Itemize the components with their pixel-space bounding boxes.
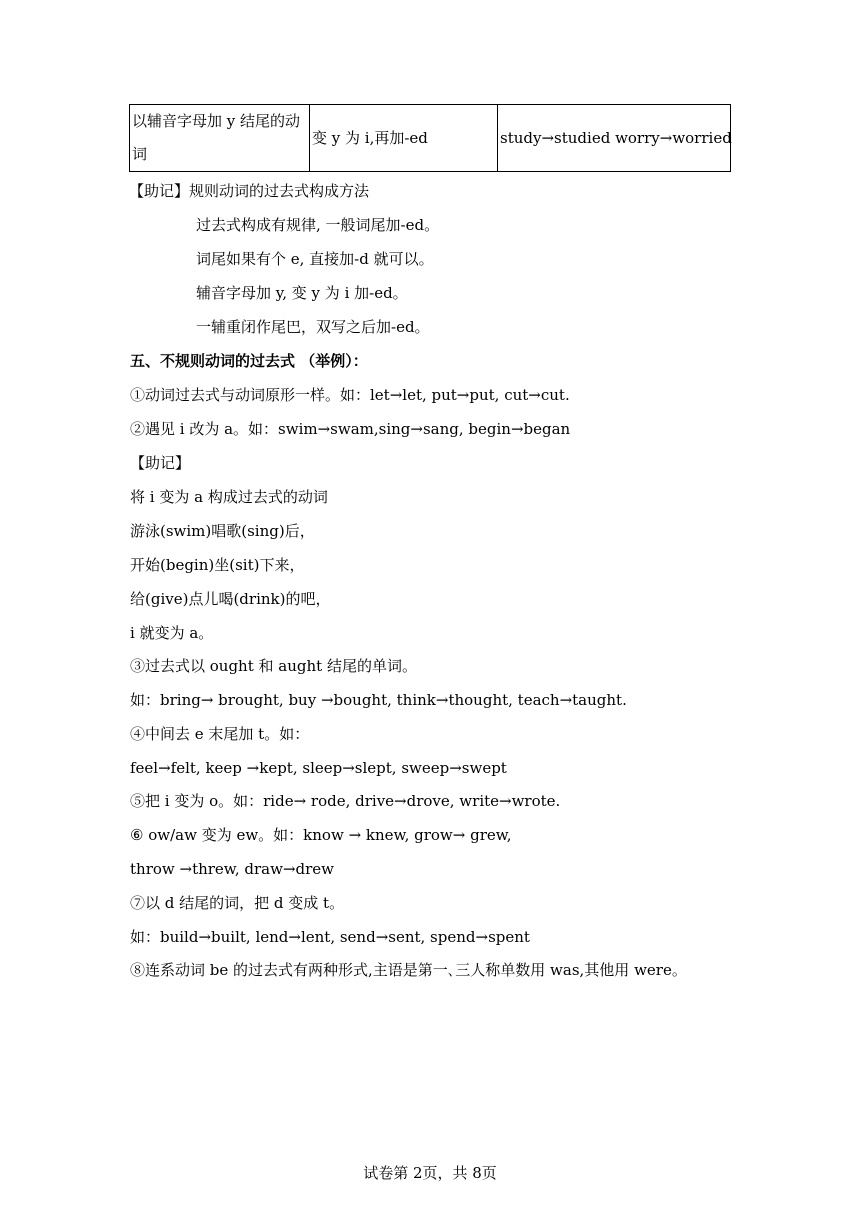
table-cell-category: 以辅音字母加 y 结尾的动词 [130, 105, 310, 172]
body-line: ④中间去 e 末尾加 t。如： [130, 725, 310, 743]
mnemonic-line: 一辅重闭作尾巴，双写之后加-ed。 [196, 318, 430, 336]
body-line: ⑥ ow/aw 变为 ew。如：know → knew, grow→ grew, [130, 826, 512, 844]
mnemonic-line: 词尾如果有个 e, 直接加-d 就可以。 [196, 250, 434, 268]
body-line: ②遇见 i 改为 a。如：swim→swam,sing→sang, begin→began [130, 420, 571, 438]
page-footer: 试卷第 2页，共 8页 [363, 1164, 497, 1182]
body-line: 游泳(swim)唱歌(sing)后， [130, 522, 315, 540]
body-line: throw →threw, draw→drew [130, 860, 335, 878]
body-line: feel→felt, keep →kept, sleep→slept, sweep→swept [130, 759, 507, 777]
table-cell-rule: 变 y 为 i,再加-ed [310, 105, 498, 172]
body-line: 如：bring→ brought, buy →bought, think→thought, teach→taught. [130, 691, 627, 709]
table-row [130, 105, 731, 172]
mnemonic-title: 【助记】规则动词的过去式构成方法 [129, 182, 370, 200]
mnemonic-line: 辅音字母加 y, 变 y 为 i 加-ed。 [196, 284, 408, 302]
body-line: 【助记】 [130, 454, 191, 472]
body-line: 开始(begin)坐(sit)下来， [130, 556, 305, 574]
table-cell-examples: study→studied worry→worried [498, 105, 731, 172]
body-line: ⑧连系动词 be 的过去式有两种形式,主语是第一､三人称单数用 was,其他用 were。 [130, 961, 687, 979]
body-line: ③过去式以 ought 和 aught 结尾的单词。 [130, 657, 417, 675]
body-line: 如：build→built, lend→lent, send→sent, spend→spent [130, 928, 530, 946]
body-line: ⑦以 d 结尾的词，把 d 变成 t。 [130, 894, 345, 912]
mnemonic-line: 过去式构成有规律, 一般词尾加-ed。 [196, 216, 440, 234]
body-line: 将 i 变为 a 构成过去式的动词 [130, 488, 328, 506]
section-heading: 五、不规则动词的过去式 （举例）： [130, 352, 368, 370]
body-line: 给(give)点儿喝(drink)的吧， [130, 590, 331, 608]
body-line: ⑤把 i 变为 o。如：ride→ rode, drive→drove, write→wrote. [130, 792, 561, 810]
body-line: i 就变为 a。 [130, 624, 214, 642]
body-line: ①动词过去式与动词原形一样。如：let→let, put→put, cut→cut. [130, 386, 570, 404]
rule-table [129, 104, 731, 172]
